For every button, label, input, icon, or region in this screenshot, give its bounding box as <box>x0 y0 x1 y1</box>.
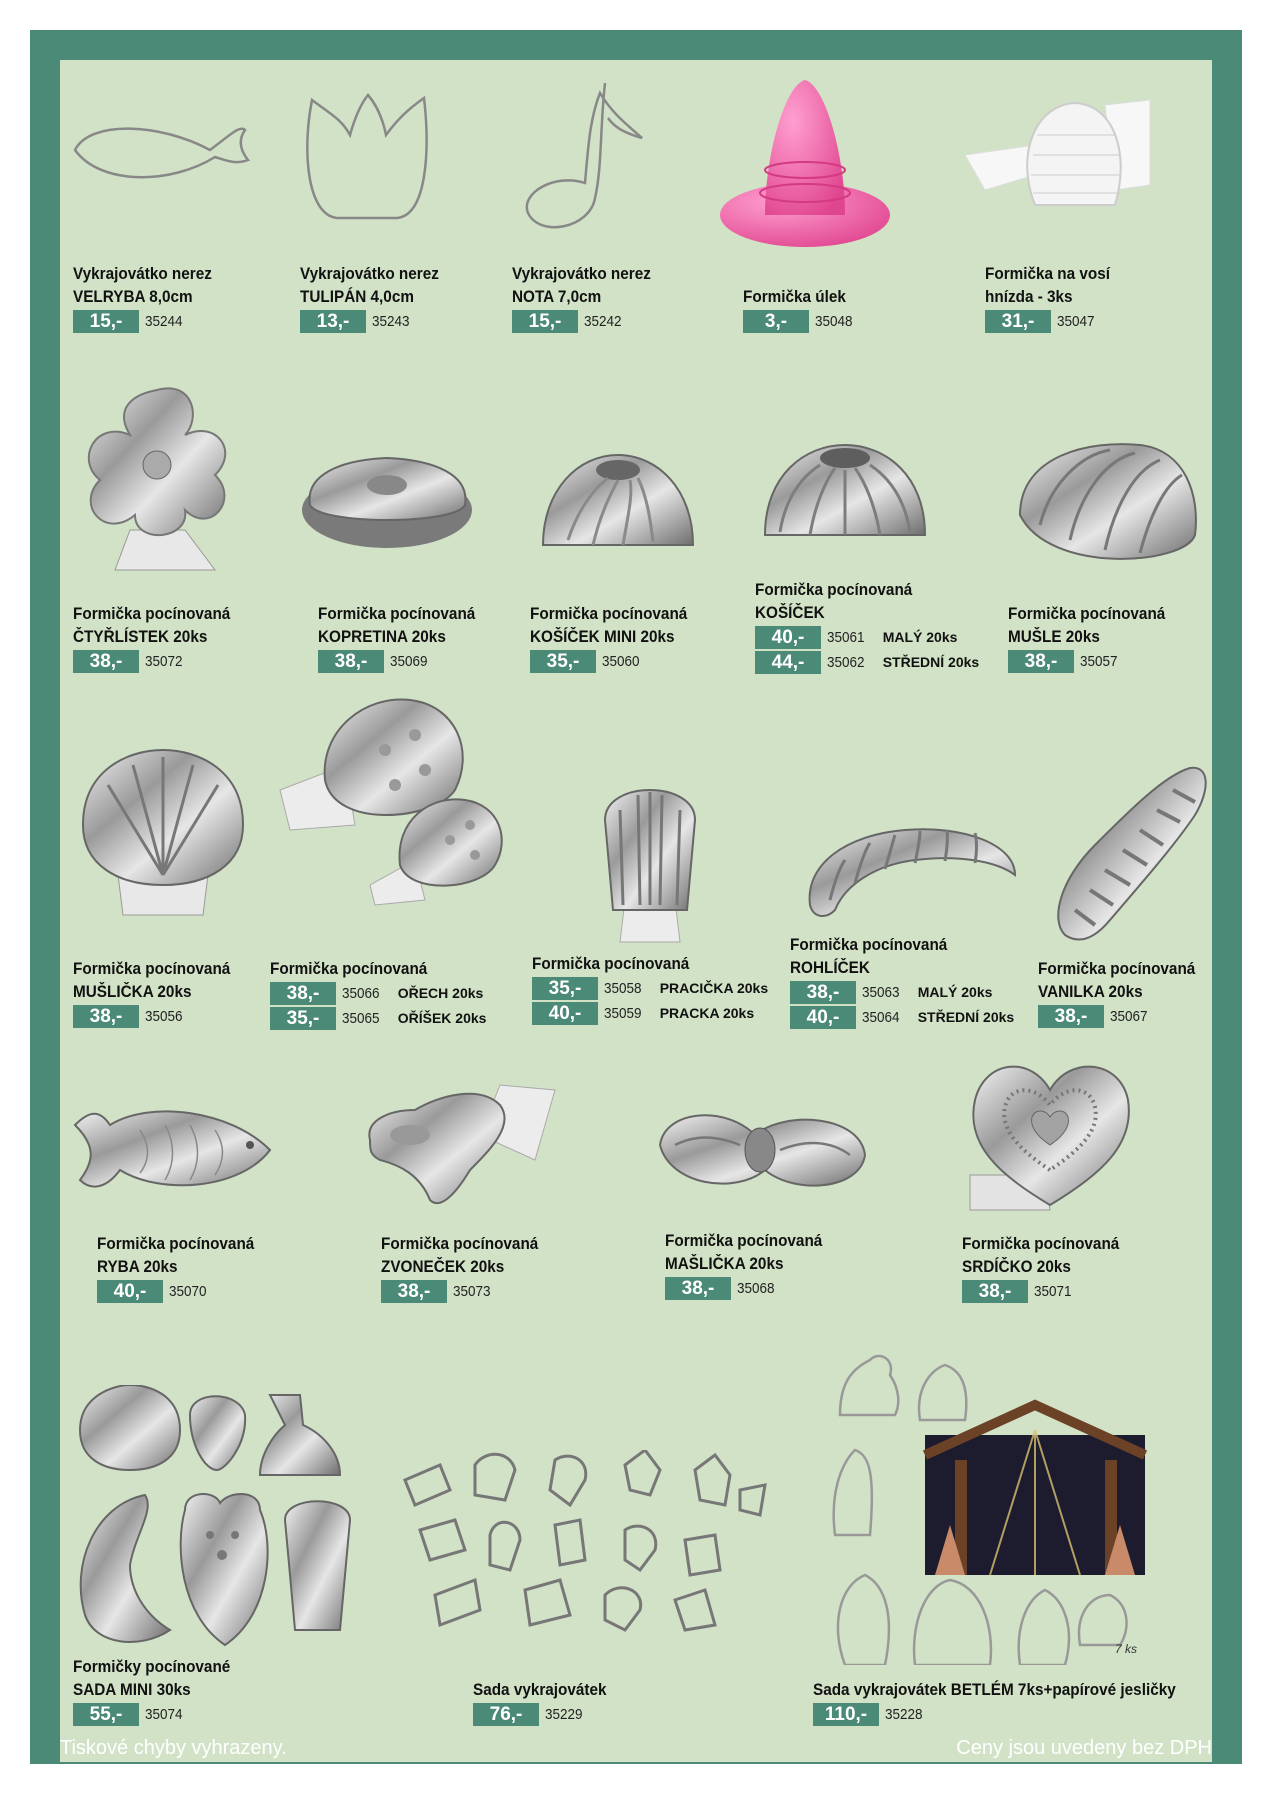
product-line2: ROHLÍČEK <box>790 958 870 977</box>
product-line1: Formička pocínovaná <box>755 580 913 599</box>
nativity-cutter-set-icon <box>820 1345 1150 1665</box>
product-code: 35064 <box>862 1008 900 1026</box>
price-tag: 76,- <box>473 1703 539 1726</box>
product-line2: RYBA 20ks <box>97 1257 178 1276</box>
product-line1: Formička pocínovaná <box>97 1234 255 1253</box>
price-tag: 38,- <box>73 1005 139 1028</box>
price-row <box>473 1702 621 1726</box>
basket-mold-icon <box>760 440 930 545</box>
product-code: 35060 <box>602 652 640 670</box>
pink-beehive-mold-icon <box>715 75 895 255</box>
price-row <box>1038 1004 1213 1028</box>
price-row <box>530 649 705 673</box>
price-tag: 38,- <box>1038 1005 1104 1028</box>
price-tag: 38,- <box>381 1280 447 1303</box>
price-row <box>73 1004 248 1028</box>
product-rohlicek[interactable] <box>790 933 1014 1029</box>
small-shell-mold-icon <box>78 745 248 920</box>
product-zvonecek[interactable] <box>381 1232 556 1303</box>
price-tag: 38,- <box>270 982 336 1005</box>
price-tag: 35,- <box>530 650 596 673</box>
price-tag: 40,- <box>755 626 821 649</box>
price-row <box>532 976 768 1000</box>
product-line1: Formička pocínovaná <box>665 1231 823 1250</box>
price-tag: 38,- <box>1008 650 1074 673</box>
price-tag: 3,- <box>743 310 809 333</box>
product-line1: Formičky pocínované <box>73 1657 231 1676</box>
price-row <box>813 1702 1216 1726</box>
size-note: OŘÍŠEK 20ks <box>397 1010 487 1026</box>
nut-mold-icon <box>275 690 510 910</box>
cutter-set-icon <box>395 1450 770 1645</box>
price-tag: 35,- <box>270 1007 336 1030</box>
price-row <box>665 1276 840 1300</box>
product-code: 35062 <box>827 653 865 671</box>
price-row <box>270 1006 486 1030</box>
price-row <box>790 1005 1014 1029</box>
price-row <box>1008 649 1183 673</box>
bell-mold-icon <box>360 1080 560 1215</box>
price-tag: 38,- <box>73 650 139 673</box>
price-row <box>300 309 454 333</box>
product-srdicko[interactable] <box>962 1232 1137 1303</box>
product-nota[interactable] <box>512 262 666 333</box>
product-line1: Formička na vosí <box>985 264 1111 283</box>
price-row <box>755 625 979 649</box>
product-line2: VELRYBA 8,0cm <box>73 287 193 306</box>
footer-vat-note: Ceny jsou uvedeny bez DPH <box>956 1737 1212 1759</box>
price-row <box>381 1279 556 1303</box>
paw-mold-icon <box>595 770 705 945</box>
price-tag: 38,- <box>665 1277 731 1300</box>
product-tulipan[interactable] <box>300 262 454 333</box>
product-code: 35229 <box>545 1705 583 1723</box>
product-line1: Formička úlek <box>743 287 846 306</box>
mini-basket-mold-icon <box>538 450 698 560</box>
product-line2: MUŠLIČKA 20ks <box>73 982 192 1001</box>
product-code: 35063 <box>862 983 900 1001</box>
price-tag: 38,- <box>790 981 856 1004</box>
product-sada-mini[interactable] <box>73 1655 248 1726</box>
product-ulek[interactable] <box>743 285 857 333</box>
product-code: 35058 <box>604 979 642 997</box>
tulip-cutter-icon <box>302 90 432 225</box>
heart-mold-icon <box>960 1045 1135 1215</box>
product-vosi-hnizda[interactable] <box>985 262 1124 333</box>
product-line2: SADA MINI 30ks <box>73 1680 191 1699</box>
product-line2: hnízda - 3ks <box>985 287 1073 306</box>
price-tag: 55,- <box>73 1703 139 1726</box>
price-tag: 40,- <box>790 1006 856 1029</box>
note-cutter-icon <box>520 78 650 238</box>
product-line2: KOPRETINA 20ks <box>318 627 446 646</box>
price-row <box>962 1279 1137 1303</box>
product-musle[interactable] <box>1008 602 1183 673</box>
product-line2: SRDÍČKO 20ks <box>962 1257 1071 1276</box>
product-code: 35066 <box>342 984 380 1002</box>
price-tag: 35,- <box>532 977 598 1000</box>
product-sada-vykrajovatek[interactable] <box>473 1678 621 1726</box>
price-row <box>532 1001 768 1025</box>
product-code: 35061 <box>827 628 865 646</box>
price-tag: 38,- <box>962 1280 1028 1303</box>
product-code: 35069 <box>390 652 428 670</box>
price-tag: 15,- <box>512 310 578 333</box>
product-line1: Formička pocínovaná <box>73 604 231 623</box>
fish-mold-icon <box>70 1095 275 1205</box>
size-note: PRACKA 20ks <box>659 1005 755 1021</box>
product-code: 35068 <box>737 1279 775 1297</box>
price-tag: 44,- <box>755 651 821 674</box>
price-tag: 110,- <box>813 1703 879 1726</box>
product-kopretina[interactable] <box>318 602 493 673</box>
size-note: OŘECH 20ks <box>397 985 484 1001</box>
price-row <box>985 309 1124 333</box>
product-line2: ZVONEČEK 20ks <box>381 1257 505 1276</box>
price-tag: 40,- <box>97 1280 163 1303</box>
size-note: PRACIČKA 20ks <box>659 980 769 996</box>
product-line1: Vykrajovátko nerez <box>73 264 212 283</box>
product-kosicek[interactable] <box>755 578 979 674</box>
price-row <box>73 1702 248 1726</box>
price-row <box>97 1279 272 1303</box>
size-note: STŘEDNÍ 20ks <box>882 654 980 670</box>
product-code: 35242 <box>584 312 622 330</box>
shell-mold-icon <box>1010 435 1200 570</box>
product-line1: Formička pocínovaná <box>318 604 476 623</box>
price-row <box>270 981 486 1005</box>
product-line1: Vykrajovátko nerez <box>512 264 651 283</box>
product-line1: Formička pocínovaná <box>1008 604 1166 623</box>
product-code: 35070 <box>169 1282 207 1300</box>
product-code: 35071 <box>1034 1282 1072 1300</box>
product-code: 35059 <box>604 1004 642 1022</box>
product-code: 35244 <box>145 312 183 330</box>
product-code: 35056 <box>145 1007 183 1025</box>
product-line2: KOŠÍČEK <box>755 603 825 622</box>
price-tag: 31,- <box>985 310 1051 333</box>
bow-mold-icon <box>655 1100 870 1200</box>
product-code: 35072 <box>145 652 183 670</box>
price-tag: 38,- <box>318 650 384 673</box>
product-pracka[interactable] <box>532 952 768 1025</box>
size-note: MALÝ 20ks <box>882 629 958 645</box>
price-row <box>73 309 227 333</box>
size-note: MALÝ 20ks <box>917 984 993 1000</box>
product-code: 35073 <box>453 1282 491 1300</box>
product-code: 35067 <box>1110 1007 1148 1025</box>
daisy-mold-icon <box>300 440 475 555</box>
clover-mold-icon <box>75 380 240 575</box>
vanilla-mold-icon <box>1055 760 1210 950</box>
product-velryba[interactable] <box>73 262 227 333</box>
price-row <box>755 650 979 674</box>
product-line1: Formička pocínovaná <box>530 604 688 623</box>
product-line2: VANILKA 20ks <box>1038 982 1143 1001</box>
product-code: 35065 <box>342 1009 380 1027</box>
price-row <box>512 309 666 333</box>
product-line1: Sada vykrajovátek BETLÉM 7ks+papírové jesličky <box>813 1680 1176 1699</box>
product-line1: Formička pocínovaná <box>532 954 690 973</box>
product-line1: Formička pocínovaná <box>962 1234 1120 1253</box>
price-row <box>743 309 857 333</box>
wasp-nest-mold-icon <box>965 95 1155 215</box>
product-line2: ČTYŘLÍSTEK 20ks <box>73 627 208 646</box>
product-line2: NOTA 7,0cm <box>512 287 602 306</box>
product-line1: Formička pocínovaná <box>1038 959 1196 978</box>
product-code: 35243 <box>372 312 410 330</box>
product-code: 35047 <box>1057 312 1095 330</box>
mini-mold-set-icon <box>75 1385 365 1650</box>
pieces-badge: 7 ks <box>1115 1642 1138 1656</box>
product-code: 35074 <box>145 1705 183 1723</box>
crescent-mold-icon <box>805 805 1020 925</box>
product-line1: Formička pocínovaná <box>790 935 948 954</box>
product-maslicka[interactable] <box>665 1229 840 1300</box>
product-code: 35057 <box>1080 652 1118 670</box>
size-note: STŘEDNÍ 20ks <box>917 1009 1015 1025</box>
whale-cutter-icon <box>70 115 250 190</box>
product-line2: MAŠLIČKA 20ks <box>665 1254 784 1273</box>
product-line1: Formička pocínovaná <box>73 959 231 978</box>
product-line1: Vykrajovátko nerez <box>300 264 439 283</box>
footer-disclaimer: Tiskové chyby vyhrazeny. <box>60 1737 287 1759</box>
product-muslicka[interactable] <box>73 957 248 1028</box>
product-line2: KOŠÍČEK MINI 20ks <box>530 627 675 646</box>
product-code: 35228 <box>885 1705 923 1723</box>
product-kosicek-mini[interactable] <box>530 602 705 673</box>
price-tag: 40,- <box>532 1002 598 1025</box>
product-orech[interactable] <box>270 957 486 1030</box>
product-line1: Sada vykrajovátek <box>473 1680 607 1699</box>
product-betlem[interactable] <box>813 1678 1216 1726</box>
product-code: 35048 <box>815 312 853 330</box>
product-line2: MUŠLE 20ks <box>1008 627 1100 646</box>
product-vanilka[interactable] <box>1038 957 1213 1028</box>
product-line1: Formička pocínovaná <box>270 959 428 978</box>
price-row <box>790 980 1014 1004</box>
product-ctyrlistek[interactable] <box>73 602 248 673</box>
price-row <box>318 649 493 673</box>
product-line1: Formička pocínovaná <box>381 1234 539 1253</box>
price-tag: 15,- <box>73 310 139 333</box>
product-ryba[interactable] <box>97 1232 272 1303</box>
price-tag: 13,- <box>300 310 366 333</box>
price-row <box>73 649 248 673</box>
product-line2: TULIPÁN 4,0cm <box>300 287 414 306</box>
